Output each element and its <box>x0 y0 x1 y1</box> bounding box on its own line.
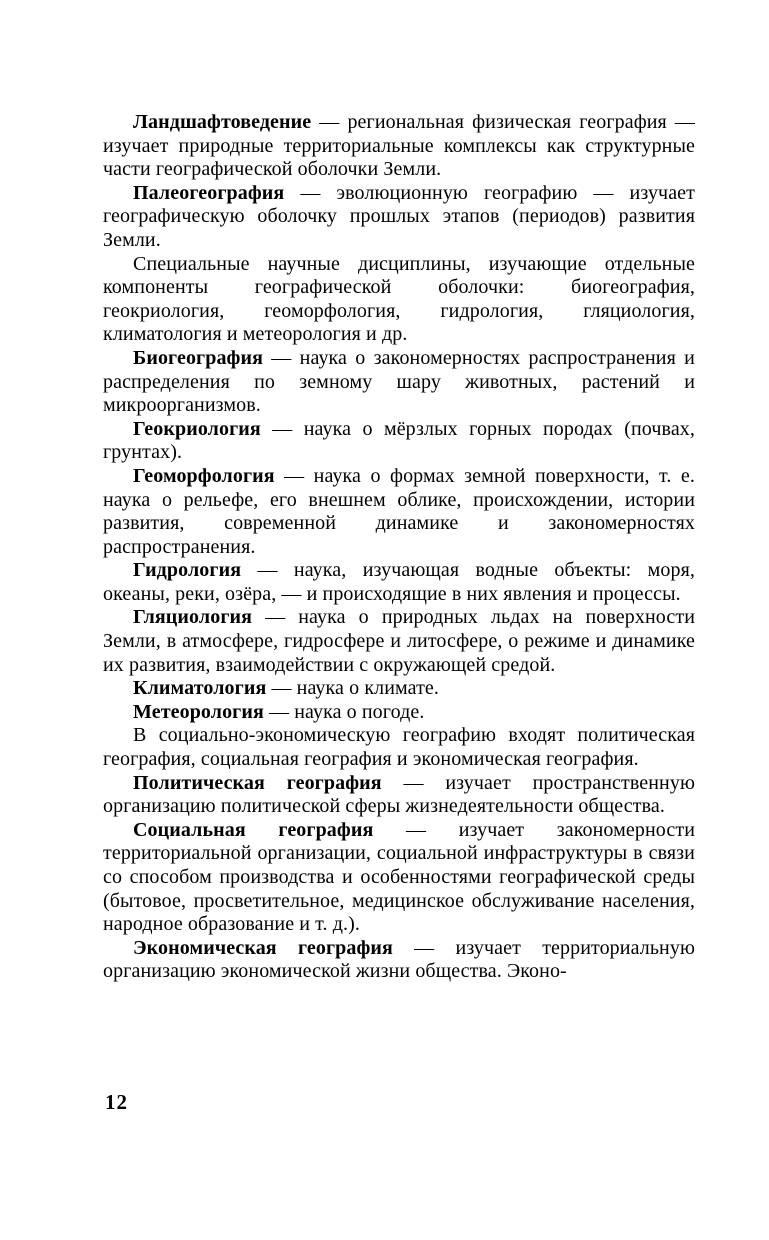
page-number: 12 <box>105 1090 128 1114</box>
term: Политическая география <box>133 771 382 794</box>
paragraph: Метеорология — наука о погоде. <box>133 700 425 723</box>
paragraph: В социально-экономическую географию входят политическая география, социальная география и экономическая география. <box>103 724 695 771</box>
paragraph: Палеогеография — эволюционную географию — изучает географическую оболочку прошлых этапов (периодов) развития Земли. <box>103 181 695 251</box>
term: Гляциология <box>133 606 253 629</box>
paragraph: Климатология — наука о климате. <box>133 677 440 700</box>
term: Геоморфология <box>133 464 275 487</box>
paragraph: Экономическая география — изучает территориальную организацию экономической жизни общества. Эконо- <box>103 936 695 983</box>
paragraph: Политическая география — изучает пространственную организацию политической сферы жизнедеятельности общества. <box>103 771 695 818</box>
paragraph: Биогеография — наука о закономерностях распространения и распределения по земному шару животных, растений и микроорганизмов. <box>103 346 695 417</box>
term: Метеорология <box>133 700 264 723</box>
term: Ландшафтоведение <box>133 111 312 133</box>
paragraph: Специальные научные дисциплины, изучающие отдельные компоненты географической оболочки: биогеография, геокриология, геоморфология, гидрология, гляциология, климатология и метеорология и др. <box>103 252 695 346</box>
term: Биогеография <box>133 346 264 369</box>
paragraph: Социальная география — изучает закономерности территориальной организации, социальной инфраструктуры в связи со способом производства и особенностями географической среды (бытовое, просветительное, медицинское обслуживание населения, народное образование и т. д.). <box>103 818 696 936</box>
paragraph: Гидрология — наука, изучающая водные объекты: моря, океаны, реки, озёра, — и происходящие в них явления и процессы. <box>103 559 695 605</box>
paragraph: Ландшафтоведение — региональная физическая география — изучает природные территориальные комплексы как структурные части географической оболочки Земли. <box>103 111 695 181</box>
term: Климатология <box>133 677 267 700</box>
paragraph: Гляциология — наука о природных льдах на поверхности Земли, в атмосфере, гидросфере и литосфере, о режиме и динамике их развития, взаимодействии с окружающей средой. <box>103 606 695 676</box>
term: Палеогеография <box>133 181 285 204</box>
term: Геокриология <box>133 417 261 440</box>
term: Социальная география <box>133 818 374 841</box>
term: Гидрология <box>133 559 242 582</box>
paragraph: Геокриология — наука о мёрзлых горных породах (почвах, грунтах). <box>103 417 695 464</box>
term: Экономическая география <box>133 936 393 959</box>
paragraph: Геоморфология — наука о формах земной поверхности, т. е. наука о рельефе, его внешнем облике, происхождении, истории развития, современной динамике и закономерностях распространения. <box>103 464 695 558</box>
text-block <box>103 111 695 984</box>
